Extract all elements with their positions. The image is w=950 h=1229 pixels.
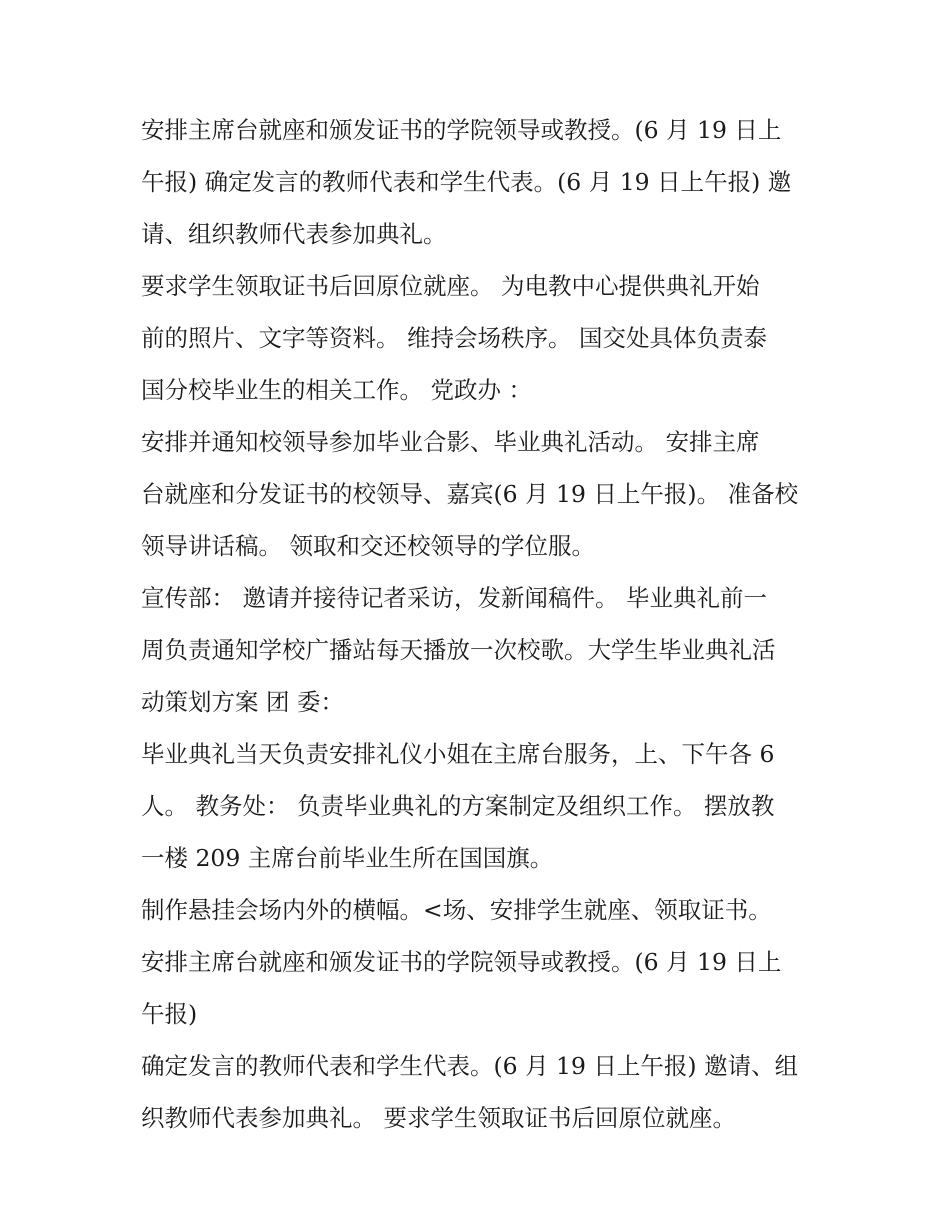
body-text	[141, 104, 821, 1144]
text-line: 宣传部： 邀请并接待记者采访，发新闻稿件。 毕业典礼前一	[141, 584, 767, 612]
text-line: 动策划方案 团 委：	[141, 688, 344, 716]
text-line: 前的照片、文字等资料。 维持会场秩序。 国交处具体负责泰	[141, 324, 767, 352]
text-line: 台就座和分发证书的校领导、嘉宾(6 月 19 日上午报)。 准备校	[141, 480, 799, 508]
text-line: 请、组织教师代表参加典礼。	[141, 220, 447, 248]
text-line: 要求学生领取证书后回原位就座。 为电教中心提供典礼开始	[141, 272, 760, 300]
text-line: 安排主席台就座和颁发证书的学院领导或教授。(6 月 19 日上	[141, 948, 782, 976]
text-line: 午报) 确定发言的教师代表和学生代表。(6 月 19 日上午报) 邀	[141, 168, 792, 196]
text-line: 周负责通知学校广播站每天播放一次校歌。大学生毕业典礼活	[141, 636, 776, 664]
text-line: 一楼 209 主席台前毕业生所在国国旗。	[141, 844, 554, 872]
text-line: 国分校毕业生的相关工作。 党政办 ：	[141, 376, 532, 404]
text-line: 确定发言的教师代表和学生代表。(6 月 19 日上午报) 邀请、组	[141, 1052, 799, 1080]
text-line: 人。 教务处： 负责毕业典礼的方案制定及组织工作。 摆放教	[141, 792, 775, 820]
text-line: 午报)	[141, 1000, 198, 1028]
text-line: 织教师代表参加典礼。 要求学生领取证书后回原位就座。	[141, 1104, 736, 1132]
text-line: 领导讲话稿。 领取和交还校领导的学位服。	[141, 532, 595, 560]
text-line: 安排并通知校领导参加毕业合影、毕业典礼活动。 安排主席	[141, 428, 760, 456]
text-line: 制作悬挂会场内外的横幅。<场、安排学生就座、领取证书。	[141, 896, 772, 924]
text-line: 安排主席台就座和颁发证书的学院领导或教授。(6 月 19 日上	[141, 116, 782, 144]
text-line: 毕业典礼当天负责安排礼仪小姐在主席台服务，上、下午各 6	[141, 740, 775, 768]
